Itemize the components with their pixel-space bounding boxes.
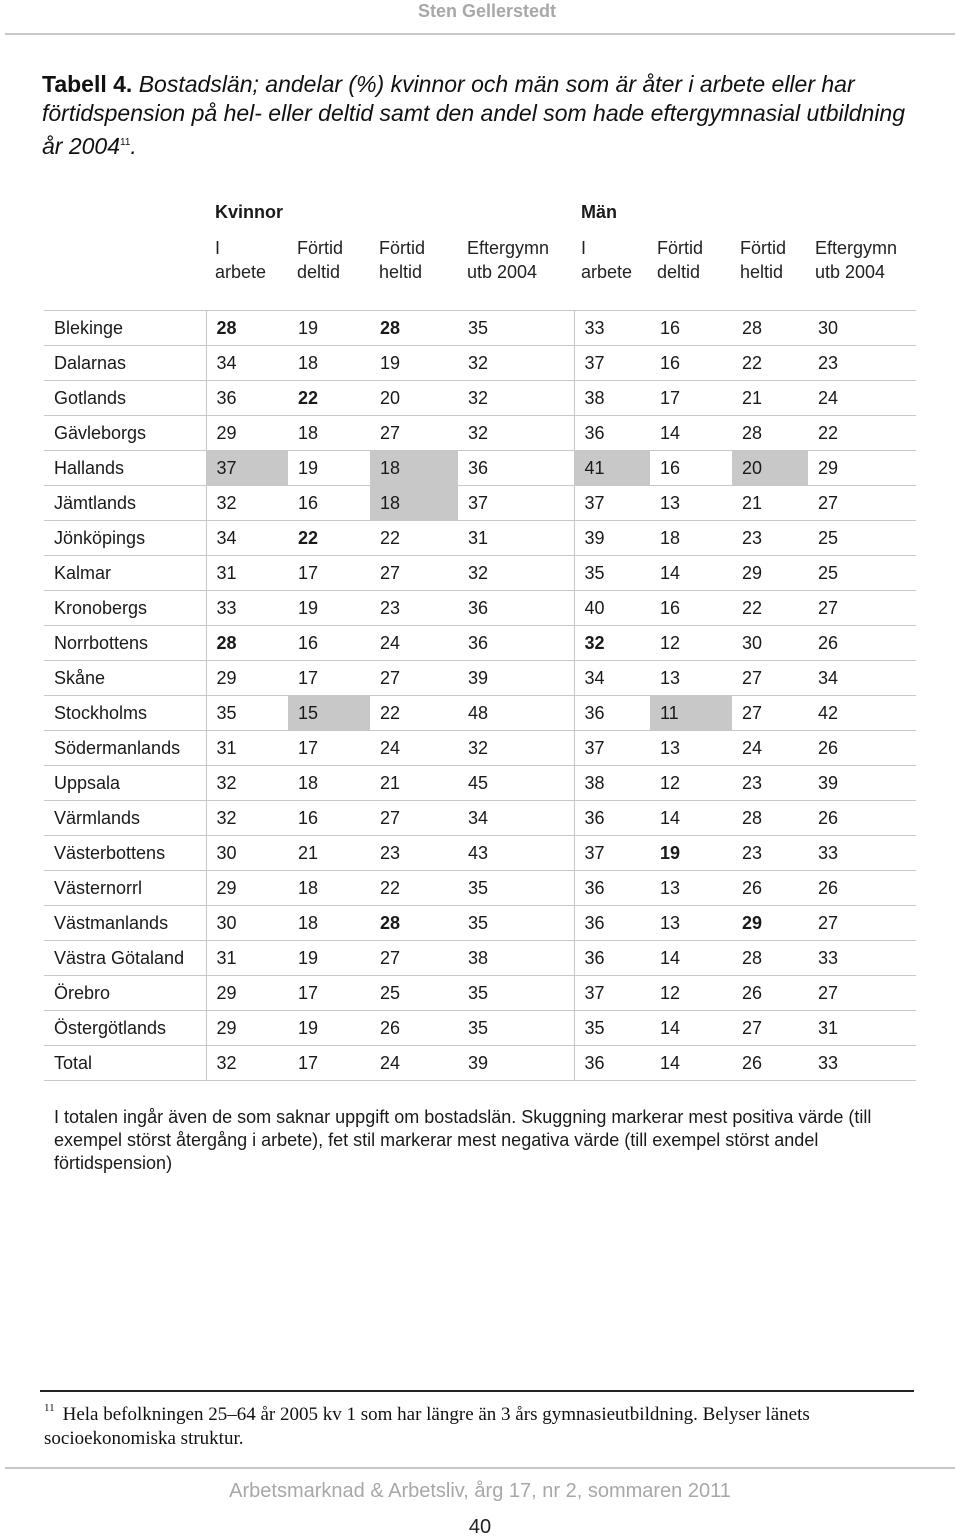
table-cell: 26 <box>732 976 808 1011</box>
table-cell: 37 <box>574 731 650 766</box>
table-cell: 30 <box>206 836 288 871</box>
table-row <box>44 661 916 696</box>
table-cell: 18 <box>370 451 458 486</box>
table-cell: 32 <box>458 416 574 451</box>
row-label: Gotlands <box>44 381 206 416</box>
table-cell: 11 <box>650 696 732 731</box>
table-cell: 32 <box>458 381 574 416</box>
row-label: Kronobergs <box>44 591 206 626</box>
table-row <box>44 591 916 626</box>
footer-rule <box>5 1467 955 1469</box>
table-cell: 26 <box>732 1046 808 1081</box>
column-header <box>215 236 266 284</box>
table-cell: 27 <box>808 976 916 1011</box>
table-cell: 19 <box>650 836 732 871</box>
table-cell: 32 <box>574 626 650 661</box>
table-cell: 18 <box>288 346 370 381</box>
table-cell: 13 <box>650 486 732 521</box>
table-cell: 20 <box>370 381 458 416</box>
table-row <box>44 556 916 591</box>
footnote-number: 11 <box>44 1402 55 1414</box>
table-row <box>44 906 916 941</box>
table-cell: 18 <box>288 416 370 451</box>
table-cell: 37 <box>574 346 650 381</box>
table-cell: 28 <box>370 906 458 941</box>
table-cell: 38 <box>574 766 650 801</box>
table-cell: 22 <box>370 871 458 906</box>
row-label: Östergötlands <box>44 1011 206 1046</box>
table-note: I totalen ingår även de som saknar uppgift om bostadslän. Skuggning markerar mest positiva värde (till exempel störst återgång i arbete), fet stil markerar mest negativa värde (till exempel störst andel förtidspension) <box>54 1107 872 1173</box>
column-header-line: utb 2004 <box>815 262 886 282</box>
header-rule <box>5 33 955 35</box>
table-cell: 12 <box>650 976 732 1011</box>
row-label: Västmanlands <box>44 906 206 941</box>
table-cell: 27 <box>732 1011 808 1046</box>
table-cell: 28 <box>732 311 808 346</box>
table-cell: 37 <box>206 451 288 486</box>
table-cell: 31 <box>206 556 288 591</box>
table-cell: 26 <box>808 801 916 836</box>
table-cell: 38 <box>574 381 650 416</box>
table-cell: 21 <box>288 836 370 871</box>
table-cell: 18 <box>288 906 370 941</box>
column-header-line: heltid <box>740 262 784 282</box>
table-row <box>44 941 916 976</box>
caption-end: . <box>130 133 137 159</box>
page-number: 40 <box>468 1516 492 1538</box>
table-row <box>44 381 916 416</box>
table-cell: 27 <box>732 696 808 731</box>
table-cell: 22 <box>288 381 370 416</box>
table-cell: 27 <box>732 661 808 696</box>
table-cell: 29 <box>206 976 288 1011</box>
table-cell: 13 <box>650 906 732 941</box>
table-cell: 27 <box>808 591 916 626</box>
table-cell: 19 <box>370 346 458 381</box>
column-header-line: arbete <box>581 262 633 282</box>
table-cell: 34 <box>206 346 288 381</box>
table-cell: 36 <box>574 1046 650 1081</box>
table-cell: 35 <box>458 1011 574 1046</box>
table-cell: 23 <box>732 521 808 556</box>
table-cell: 24 <box>370 731 458 766</box>
table-cell: 36 <box>458 451 574 486</box>
table-cell: 18 <box>370 486 458 521</box>
column-header-line: heltid <box>379 262 423 282</box>
table-cell: 18 <box>288 871 370 906</box>
column-header-line: I <box>581 238 587 258</box>
table-cell: 16 <box>288 801 370 836</box>
table-cell: 26 <box>370 1011 458 1046</box>
table-cell: 43 <box>458 836 574 871</box>
table-cell: 24 <box>808 381 916 416</box>
table-cell: 16 <box>650 346 732 381</box>
table-cell: 39 <box>458 661 574 696</box>
table-cell: 26 <box>808 871 916 906</box>
table-cell: 38 <box>458 941 574 976</box>
data-table <box>44 310 916 1081</box>
table-cell: 22 <box>370 696 458 731</box>
table-cell: 35 <box>458 976 574 1011</box>
table-cell: 41 <box>574 451 650 486</box>
table-cell: 29 <box>808 451 916 486</box>
table-cell: 18 <box>650 521 732 556</box>
caption-text: Bostadslän; andelar (%) kvinnor och män som är åter i arbete eller har förtidspension på hel- eller deltid samt den andel som hade eftergymnasial utbildning år 2004 <box>42 71 906 159</box>
row-label: Norrbottens <box>44 626 206 661</box>
table-cell: 36 <box>574 416 650 451</box>
table-cell: 34 <box>808 661 916 696</box>
table-cell: 16 <box>288 486 370 521</box>
table-cell: 22 <box>732 346 808 381</box>
row-label: Gävleborgs <box>44 416 206 451</box>
table-cell: 32 <box>458 731 574 766</box>
column-header <box>297 236 343 284</box>
table-cell: 34 <box>458 801 574 836</box>
table-cell: 22 <box>370 521 458 556</box>
footnote-reference[interactable]: 11 <box>120 137 131 148</box>
column-header-line: Eftergymn <box>467 238 550 258</box>
table-cell: 32 <box>458 346 574 381</box>
column-header <box>657 236 703 284</box>
row-label: Värmlands <box>44 801 206 836</box>
table-cell: 40 <box>574 591 650 626</box>
table-cell: 28 <box>732 416 808 451</box>
row-label: Örebro <box>44 976 206 1011</box>
table-cell: 36 <box>574 906 650 941</box>
table-cell: 23 <box>808 346 916 381</box>
table-cell: 18 <box>288 766 370 801</box>
table-cell: 39 <box>458 1046 574 1081</box>
table-cell: 13 <box>650 731 732 766</box>
column-header <box>379 236 425 284</box>
table-cell: 37 <box>574 836 650 871</box>
footnote <box>44 1396 904 1451</box>
table-cell: 34 <box>206 521 288 556</box>
table-cell: 31 <box>808 1011 916 1046</box>
table-cell: 35 <box>206 696 288 731</box>
table-cell: 19 <box>288 591 370 626</box>
table-cell: 28 <box>732 801 808 836</box>
table-cell: 14 <box>650 941 732 976</box>
table-cell: 27 <box>370 416 458 451</box>
table-cell: 27 <box>808 486 916 521</box>
column-header-line: Förtid <box>379 238 426 258</box>
table-cell: 19 <box>288 941 370 976</box>
table-cell: 23 <box>732 766 808 801</box>
table-cell: 31 <box>458 521 574 556</box>
column-header-line: utb 2004 <box>467 262 538 282</box>
table-cell: 17 <box>288 661 370 696</box>
table-cell: 15 <box>288 696 370 731</box>
table-cell: 22 <box>808 416 916 451</box>
table-cell: 35 <box>574 1011 650 1046</box>
group-header-women: Kvinnor <box>215 202 284 222</box>
table-cell: 36 <box>574 941 650 976</box>
table-cell: 23 <box>370 591 458 626</box>
table-cell: 24 <box>370 1046 458 1081</box>
table-cell: 22 <box>288 521 370 556</box>
table-cell: 25 <box>808 521 916 556</box>
table-cell: 29 <box>206 871 288 906</box>
table-row <box>44 731 916 766</box>
column-header <box>815 236 897 284</box>
row-label: Västra Götaland <box>44 941 206 976</box>
column-header-line: Förtid <box>297 238 344 258</box>
table-row <box>44 871 916 906</box>
row-label: Västerbottens <box>44 836 206 871</box>
table-cell: 27 <box>808 906 916 941</box>
table-cell: 14 <box>650 1046 732 1081</box>
group-header-men: Män <box>581 202 617 222</box>
table-cell: 28 <box>206 311 288 346</box>
table-cell: 17 <box>288 731 370 766</box>
table-cell: 37 <box>458 486 574 521</box>
table-cell: 13 <box>650 661 732 696</box>
table-cell: 17 <box>288 976 370 1011</box>
table-cell: 36 <box>574 696 650 731</box>
table-cell: 32 <box>458 556 574 591</box>
table-cell: 21 <box>732 486 808 521</box>
table-cell: 30 <box>808 311 916 346</box>
footnote-text: Hela befolkningen 25–64 år 2005 kv 1 som har längre än 3 års gymnasieutbildning. Belyser länets socioekonomiska struktur. <box>44 1404 810 1449</box>
table-cell: 21 <box>370 766 458 801</box>
table-cell: 28 <box>732 941 808 976</box>
table-cell: 33 <box>574 311 650 346</box>
table-caption <box>42 70 922 161</box>
table-cell: 23 <box>732 836 808 871</box>
table-cell: 32 <box>206 486 288 521</box>
table-cell: 42 <box>808 696 916 731</box>
table-cell: 16 <box>288 626 370 661</box>
table-cell: 25 <box>370 976 458 1011</box>
table-cell: 12 <box>650 766 732 801</box>
column-header-line: deltid <box>657 262 701 282</box>
table-row <box>44 626 916 661</box>
table-cell: 30 <box>206 906 288 941</box>
table-cell: 19 <box>288 451 370 486</box>
table-cell: 36 <box>458 591 574 626</box>
table-cell: 14 <box>650 556 732 591</box>
table-cell: 14 <box>650 801 732 836</box>
table-cell: 26 <box>808 731 916 766</box>
table-row <box>44 1011 916 1046</box>
column-header-line: Förtid <box>657 238 704 258</box>
table-row <box>44 696 916 731</box>
table-cell: 17 <box>650 381 732 416</box>
table-row <box>44 346 916 381</box>
column-header-line: I <box>215 238 221 258</box>
table-cell: 45 <box>458 766 574 801</box>
table-cell: 31 <box>206 941 288 976</box>
row-label: Jämtlands <box>44 486 206 521</box>
table-cell: 36 <box>574 871 650 906</box>
table-cell: 24 <box>370 626 458 661</box>
table-cell: 29 <box>732 556 808 591</box>
table-cell: 27 <box>370 661 458 696</box>
table-cell: 26 <box>808 626 916 661</box>
table-cell: 48 <box>458 696 574 731</box>
table-cell: 17 <box>288 1046 370 1081</box>
table-cell: 27 <box>370 556 458 591</box>
table-cell: 30 <box>732 626 808 661</box>
row-label: Kalmar <box>44 556 206 591</box>
table-cell: 34 <box>574 661 650 696</box>
column-header-line: Förtid <box>740 238 787 258</box>
table-cell: 32 <box>206 1046 288 1081</box>
table-cell: 25 <box>808 556 916 591</box>
table-cell: 16 <box>650 591 732 626</box>
table-cell: 28 <box>370 311 458 346</box>
row-label: Hallands <box>44 451 206 486</box>
row-label: Uppsala <box>44 766 206 801</box>
table-cell: 37 <box>574 976 650 1011</box>
table-cell: 35 <box>458 906 574 941</box>
table-row <box>44 766 916 801</box>
table-cell: 29 <box>206 1011 288 1046</box>
table-row <box>44 311 916 346</box>
table-cell: 26 <box>732 871 808 906</box>
table-cell: 33 <box>808 941 916 976</box>
table-cell: 24 <box>732 731 808 766</box>
table-cell: 36 <box>206 381 288 416</box>
table-cell: 31 <box>206 731 288 766</box>
table-cell: 33 <box>808 836 916 871</box>
table-cell: 16 <box>650 311 732 346</box>
table-cell: 29 <box>732 906 808 941</box>
column-header <box>581 236 632 284</box>
table-cell: 27 <box>370 941 458 976</box>
column-header <box>467 236 549 284</box>
table-cell: 29 <box>206 416 288 451</box>
table-cell: 28 <box>206 626 288 661</box>
table-row <box>44 801 916 836</box>
table-cell: 35 <box>458 871 574 906</box>
row-label: Blekinge <box>44 311 206 346</box>
table-cell: 14 <box>650 416 732 451</box>
table-cell: 19 <box>288 311 370 346</box>
table-cell: 17 <box>288 556 370 591</box>
row-label: Skåne <box>44 661 206 696</box>
table-cell: 39 <box>574 521 650 556</box>
column-header <box>740 236 786 284</box>
table-cell: 13 <box>650 871 732 906</box>
table-cell: 19 <box>288 1011 370 1046</box>
table-cell: 21 <box>732 381 808 416</box>
row-label: Jönköpings <box>44 521 206 556</box>
row-label: Stockholms <box>44 696 206 731</box>
table-cell: 37 <box>574 486 650 521</box>
row-label: Dalarnas <box>44 346 206 381</box>
table-row <box>44 521 916 556</box>
table-cell: 14 <box>650 1011 732 1046</box>
table-row <box>44 451 916 486</box>
journal-footer: Arbetsmarknad & Arbetsliv, årg 17, nr 2, sommaren 2011 <box>229 1480 731 1502</box>
row-label: Total <box>44 1046 206 1081</box>
table-cell: 35 <box>458 311 574 346</box>
table-cell: 35 <box>574 556 650 591</box>
caption-label: Tabell 4. <box>42 71 133 97</box>
table-cell: 32 <box>206 801 288 836</box>
table-cell: 33 <box>808 1046 916 1081</box>
table-cell: 39 <box>808 766 916 801</box>
table-row <box>44 486 916 521</box>
table-cell: 29 <box>206 661 288 696</box>
table-cell: 16 <box>650 451 732 486</box>
running-header-author: Sten Gellerstedt <box>417 1 556 21</box>
table-cell: 12 <box>650 626 732 661</box>
table-cell: 36 <box>458 626 574 661</box>
table-cell: 23 <box>370 836 458 871</box>
table-cell: 22 <box>732 591 808 626</box>
table-row <box>44 836 916 871</box>
table-cell: 36 <box>574 801 650 836</box>
row-label: Södermanlands <box>44 731 206 766</box>
row-label: Västernorrl <box>44 871 206 906</box>
table-row <box>44 976 916 1011</box>
column-header-line: arbete <box>215 262 267 282</box>
footnote-rule <box>40 1390 914 1392</box>
table-row <box>44 416 916 451</box>
column-header-line: Eftergymn <box>815 238 898 258</box>
table-row <box>44 1046 916 1081</box>
column-header-line: deltid <box>297 262 341 282</box>
table-cell: 27 <box>370 801 458 836</box>
table-cell: 20 <box>732 451 808 486</box>
table-cell: 33 <box>206 591 288 626</box>
table-cell: 32 <box>206 766 288 801</box>
